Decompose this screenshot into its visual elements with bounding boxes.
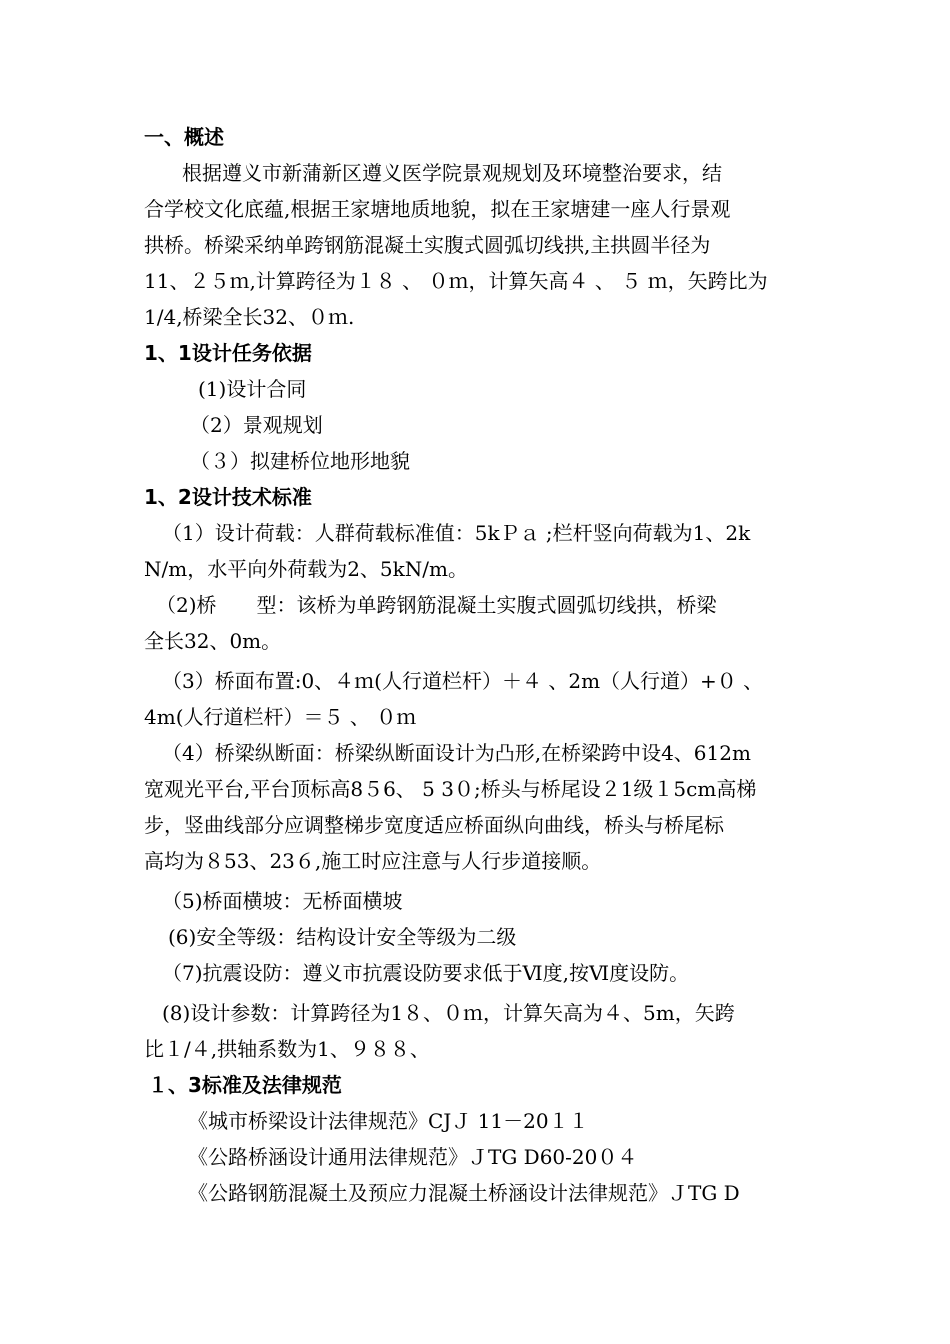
regulation-item: 《公路桥涵设计通用法律规范》ＪTG D60-20０４ (188, 1145, 638, 1169)
paragraph-line: 比１/４,拱轴系数为1、９８８、 (144, 1037, 430, 1061)
paragraph-line: 拱桥。桥梁采纳单跨钢筋混凝土实腹式圆弧切线拱,主拱圆半径为 (144, 233, 711, 257)
list-item: （３）拟建桥位地形地貌 (190, 449, 410, 473)
paragraph-line: （7)抗震设防：遵义市抗震设防要求低于Ⅵ度,按Ⅵ度设防。 (162, 961, 690, 985)
paragraph-line: 1/4,桥梁全长32、０ｍ. (144, 305, 355, 329)
paragraph-line: 步，竖曲线部分应调整梯步宽度适应桥面纵向曲线，桥头与桥尾标 (144, 813, 724, 837)
list-item: （2）景观规划 (190, 413, 323, 437)
paragraph-line: (8)设计参数：计算跨径为1８、０ｍ，计算矢高为４、5m，矢跨 (162, 1001, 735, 1025)
paragraph-line: 合学校文化底蕴,根据王家塘地质地貌，拟在王家塘建一座人行景观 (144, 197, 731, 221)
paragraph-line: (6)安全等级：结构设计安全等级为二级 (168, 925, 517, 949)
paragraph-line: 根据遵义市新蒲新区遵义医学院景观规划及环境整治要求，结 (182, 161, 722, 185)
paragraph-line: （3）桥面布置:0、４ｍ(人行道栏杆）＋４ 、2m（人行道）+０ 、 (162, 669, 764, 693)
section-heading-overview: 一、概述 (144, 125, 224, 149)
paragraph-line: 4m(人行道栏杆）＝５ 、 ０ｍ (144, 705, 417, 729)
paragraph-line: （1）设计荷载：人群荷载标准值：5kＰａ ;栏杆竖向荷载为1、2k (162, 521, 751, 545)
paragraph-line: N/m，水平向外荷载为2、5kN/m。 (144, 557, 468, 581)
regulation-item: 《公路钢筋混凝土及预应力混凝土桥涵设计法律规范》ＪTG D (188, 1181, 740, 1205)
regulation-item: 《城市桥梁设计法律规范》CJＪ 11－20１１ (188, 1109, 589, 1133)
paragraph-line: （4）桥梁纵断面：桥梁纵断面设计为凸形,在桥梁跨中设4、612m (162, 741, 751, 765)
paragraph-line: 高均为８53、23６,施工时应注意与人行步道接顺。 (144, 849, 602, 873)
list-item: (1)设计合同 (198, 377, 307, 401)
paragraph-line: （5)桥面横坡：无桥面横坡 (162, 889, 403, 913)
paragraph-line: （2)桥 型：该桥为单跨钢筋混凝土实腹式圆弧切线拱，桥梁 (156, 593, 717, 617)
section-heading-regulations: １、3标准及法律规范 (148, 1073, 342, 1097)
section-heading-basis: 1、1设计任务依据 (144, 341, 312, 365)
paragraph-line: 宽观光平台,平台顶标高8５6、 5 3０;桥头与桥尾设２1级１5cm高梯 (144, 777, 757, 801)
section-heading-standards: 1、2设计技术标准 (144, 485, 312, 509)
paragraph-line: 11、２５ｍ,计算跨径为１８ 、 ０ｍ，计算矢高４ 、 ５ ｍ，矢跨比为 (144, 269, 768, 293)
paragraph-line: 全长32、0m。 (144, 629, 282, 653)
